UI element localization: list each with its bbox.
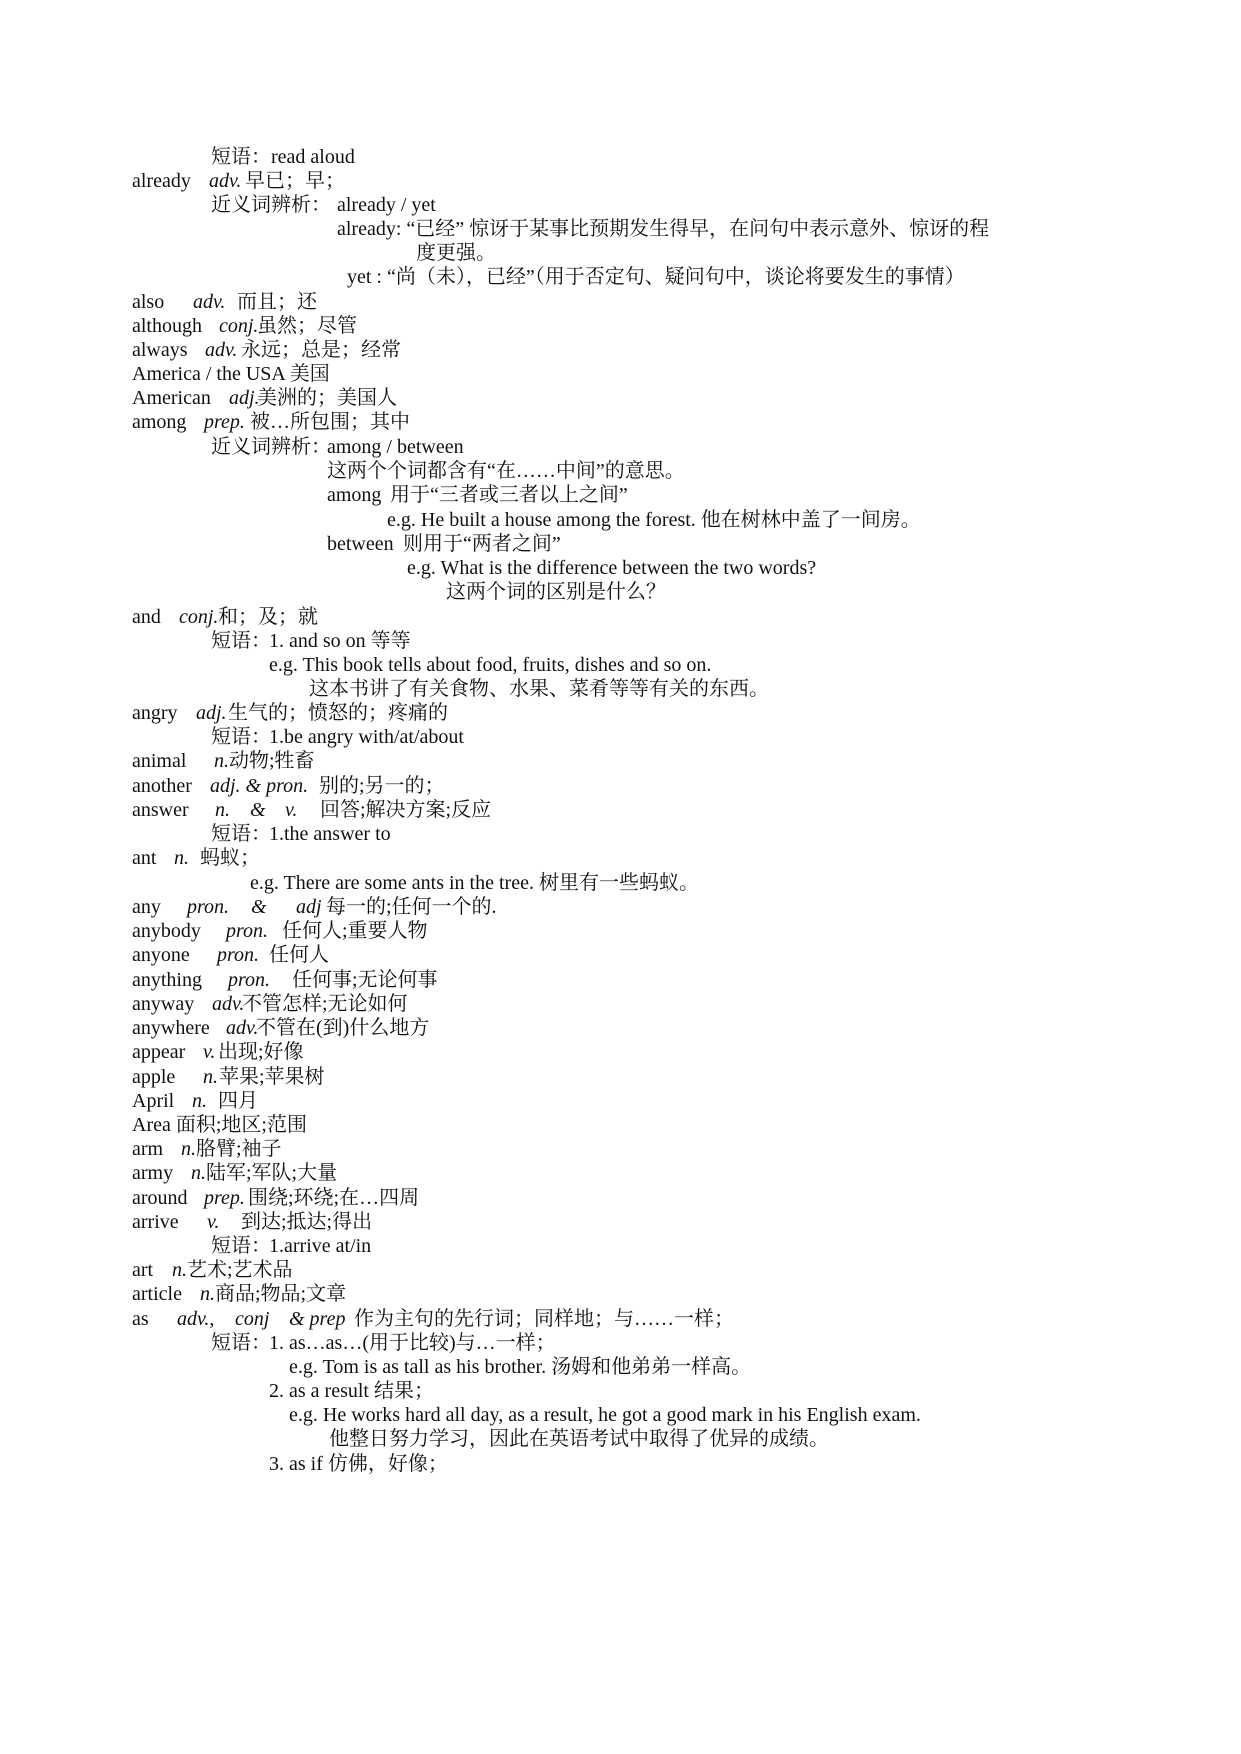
line-text: 短语： xyxy=(211,1332,271,1354)
line-text: 1.arrive at/in xyxy=(269,1235,372,1257)
line-text: 1.be angry with/at/about xyxy=(269,726,464,748)
line-text: anyway xyxy=(132,993,195,1015)
line-text: 度更强。 xyxy=(416,242,496,264)
part-of-speech: & prep xyxy=(289,1308,346,1330)
part-of-speech: n. xyxy=(174,847,189,869)
part-of-speech: prep. xyxy=(204,1187,245,1209)
line-text: 任何人 xyxy=(269,944,329,966)
line-text: e.g. He works hard all day, as a result, he got a good mark in his English exam. xyxy=(289,1404,921,1426)
part-of-speech: adj xyxy=(296,896,322,918)
line-text: 3. as if 仿佛，好像； xyxy=(269,1453,448,1475)
line-text: 而且；还 xyxy=(237,291,317,313)
line-text: 近义词辨析： xyxy=(211,194,331,216)
line-text: 短语： xyxy=(211,823,271,845)
line-text: 被…所包围；其中 xyxy=(250,411,410,433)
line-text: 短语： xyxy=(211,726,271,748)
line-text: 短语： xyxy=(211,1235,271,1257)
line-text: apple xyxy=(132,1066,176,1088)
line-text: 不管怎样;无论如何 xyxy=(242,993,408,1015)
part-of-speech: adj. xyxy=(229,387,260,409)
part-of-speech: pron. xyxy=(187,896,230,918)
line-text: 用于“三者或三者以上之间” xyxy=(390,484,628,506)
line-text: 别的;另一的； xyxy=(319,775,445,797)
line-text: ant xyxy=(132,847,157,869)
part-of-speech: adv. xyxy=(226,1017,259,1039)
line-text: yet : “尚（未），已经”（用于否定句、疑问句中，谈论将要发生的事情） xyxy=(347,266,965,288)
line-text: 和；及；就 xyxy=(218,606,318,628)
line-text: 近义词辨析： xyxy=(211,436,331,458)
line-text: and xyxy=(132,606,161,628)
line-text: 他整日努力学习，因此在英语考试中取得了优异的成绩。 xyxy=(329,1428,829,1450)
line-text: e.g. There are some ants in the tree. 树里有一些蚂蚁。 xyxy=(250,872,699,894)
line-text: any xyxy=(132,896,161,918)
line-text: 虽然；尽管 xyxy=(257,315,357,337)
part-of-speech: conj. xyxy=(219,315,259,337)
part-of-speech: adv. xyxy=(209,170,242,192)
line-text: answer xyxy=(132,799,189,821)
line-text: e.g. He built a house among the forest. 他在树林中盖了一间房。 xyxy=(387,509,921,531)
line-text: article xyxy=(132,1283,182,1305)
line-text: 美洲的；美国人 xyxy=(257,387,397,409)
line-text: 每一的;任何一个的. xyxy=(326,896,497,918)
part-of-speech: & xyxy=(251,896,267,918)
line-text: always xyxy=(132,339,188,361)
part-of-speech: v. xyxy=(285,799,298,821)
line-text: 这本书讲了有关食物、水果、菜肴等等有关的东西。 xyxy=(309,678,769,700)
line-text: 这两个词的区别是什么？ xyxy=(446,581,666,603)
part-of-speech: adv. xyxy=(212,993,245,1015)
part-of-speech: conj. xyxy=(179,606,219,628)
line-text: 1. as…as…(用于比较)与…一样； xyxy=(269,1332,556,1354)
line-text: 短语：read aloud xyxy=(211,146,355,168)
line-text: e.g. This book tells about food, fruits, dishes and so on. xyxy=(269,654,712,676)
line-text: already / yet xyxy=(337,194,436,216)
line-text: 任何人;重要人物 xyxy=(282,920,428,942)
line-text: another xyxy=(132,775,192,797)
part-of-speech: adv. xyxy=(193,291,226,313)
line-text: 动物;牲畜 xyxy=(229,750,315,772)
line-text: 四月 xyxy=(218,1090,258,1112)
part-of-speech: v. xyxy=(203,1041,216,1063)
part-of-speech: n. xyxy=(192,1090,207,1112)
part-of-speech: adv. xyxy=(205,339,238,361)
line-text: around xyxy=(132,1187,188,1209)
line-text: 1.the answer to xyxy=(269,823,391,845)
line-text: angry xyxy=(132,702,178,724)
part-of-speech: & xyxy=(250,799,266,821)
part-of-speech: n. xyxy=(172,1259,187,1281)
line-text: e.g. What is the difference between the two words? xyxy=(407,557,817,579)
line-text: appear xyxy=(132,1041,186,1063)
line-text: 这两个个词都含有“在……中间”的意思。 xyxy=(327,460,685,482)
part-of-speech: adv., xyxy=(177,1308,215,1330)
line-text: among xyxy=(132,411,187,433)
line-text: arrive xyxy=(132,1211,179,1233)
part-of-speech: pron. xyxy=(217,944,260,966)
part-of-speech: pron. xyxy=(226,920,269,942)
line-text: 任何事;无论何事 xyxy=(292,969,438,991)
line-text: anywhere xyxy=(132,1017,210,1039)
part-of-speech: n. xyxy=(181,1138,196,1160)
line-text: 胳臂;袖子 xyxy=(196,1138,282,1160)
line-text: between xyxy=(327,533,394,555)
line-text: 商品;物品;文章 xyxy=(215,1283,347,1305)
line-text: anything xyxy=(132,969,202,991)
line-text: among / between xyxy=(327,436,464,458)
line-text: arm xyxy=(132,1138,164,1160)
line-text: 艺术;艺术品 xyxy=(187,1259,293,1281)
line-text: anyone xyxy=(132,944,190,966)
part-of-speech: n. xyxy=(203,1066,218,1088)
line-text: e.g. Tom is as tall as his brother. 汤姆和他弟弟一样高。 xyxy=(289,1356,752,1378)
line-text: 苹果;苹果树 xyxy=(219,1066,325,1088)
line-text: 作为主句的先行词；同样地；与……一样； xyxy=(354,1308,734,1330)
line-text: among xyxy=(327,484,382,506)
line-text: 2. as a result 结果； xyxy=(269,1380,434,1402)
part-of-speech: n. xyxy=(215,799,230,821)
line-text: 回答;解决方案;反应 xyxy=(320,799,492,821)
line-text: 1. and so on 等等 xyxy=(269,630,411,652)
line-text: 永远；总是；经常 xyxy=(241,339,401,361)
part-of-speech: n. xyxy=(200,1283,215,1305)
line-text: April xyxy=(132,1090,175,1112)
part-of-speech: pron. xyxy=(228,969,271,991)
line-text: 生气的；愤怒的；疼痛的 xyxy=(228,702,448,724)
line-text: anybody xyxy=(132,920,201,942)
part-of-speech: n. xyxy=(191,1162,206,1184)
line-text: 早已；早； xyxy=(245,170,345,192)
part-of-speech: adj. & pron. xyxy=(210,775,309,797)
line-text: also xyxy=(132,291,165,313)
line-text: as xyxy=(132,1308,149,1330)
line-text: 不管在(到)什么地方 xyxy=(256,1017,430,1039)
line-text: 陆军;军队;大量 xyxy=(206,1162,338,1184)
line-text: animal xyxy=(132,750,187,772)
line-text: 围绕;环绕;在…四周 xyxy=(248,1187,420,1209)
line-text: army xyxy=(132,1162,174,1184)
part-of-speech: n. xyxy=(214,750,229,772)
line-text: 出现;好像 xyxy=(218,1041,304,1063)
line-text: American xyxy=(132,387,211,409)
line-text: already xyxy=(132,170,191,192)
line-text: already: “已经” 惊讶于某事比预期发生得早，在问句中表示意外、惊讶的程 xyxy=(337,218,990,240)
line-text: 蚂蚁； xyxy=(200,847,260,869)
part-of-speech: adj. xyxy=(196,702,227,724)
line-text: Area 面积;地区;范围 xyxy=(132,1114,307,1136)
line-text: America / the USA 美国 xyxy=(132,363,330,385)
line-text: 短语： xyxy=(211,630,271,652)
line-text: although xyxy=(132,315,202,337)
part-of-speech: conj xyxy=(235,1308,270,1330)
line-text: 到达;抵达;得出 xyxy=(241,1211,373,1233)
line-text: art xyxy=(132,1259,154,1281)
part-of-speech: prep. xyxy=(204,411,245,433)
part-of-speech: v. xyxy=(207,1211,220,1233)
line-text: 则用于“两者之间” xyxy=(403,533,561,555)
